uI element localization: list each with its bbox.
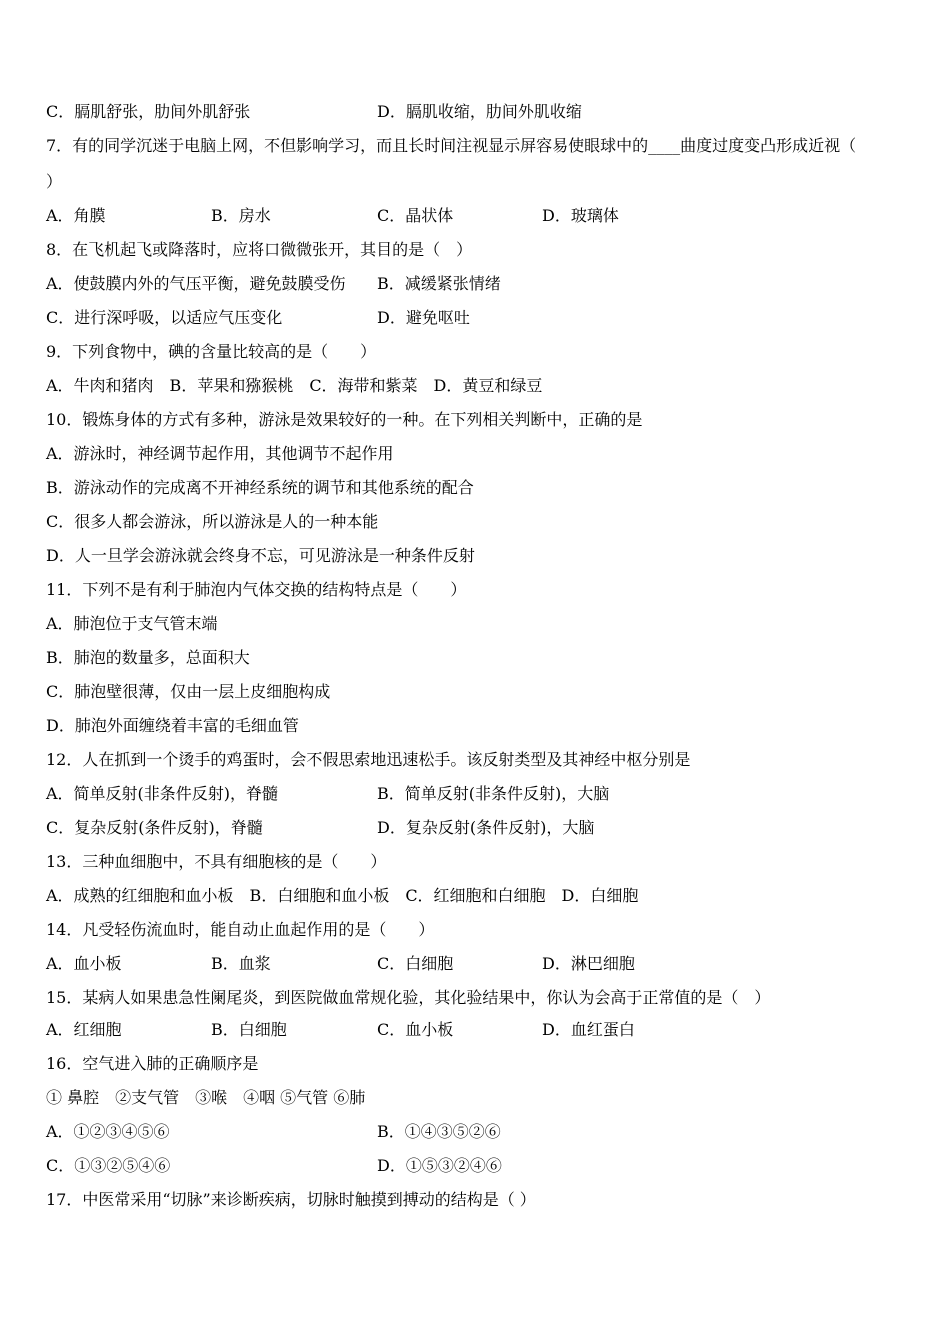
text-line: B．游泳动作的完成离不开神经系统的调节和其他系统的配合	[46, 478, 474, 497]
option-text: C．进行深呼吸，以适应气压变化	[46, 308, 283, 327]
option-text: B．减缓紧张情绪	[377, 274, 501, 293]
option-text: C．晶状体	[377, 206, 454, 225]
option-row	[46, 952, 910, 976]
option-row	[46, 1120, 910, 1144]
text-line: 7．有的同学沉迷于电脑上网，不但影响学习，而且长时间注视显示屏容易使眼球中的____曲度过度变凸形成近视（	[46, 136, 857, 155]
text-line: 17．中医常采用“切脉”来诊断疾病，切脉时触摸到搏动的结构是（ ）	[46, 1190, 536, 1209]
text-line: B．肺泡的数量多，总面积大	[46, 648, 250, 667]
option-text: C．复杂反射(条件反射)，脊髓	[46, 818, 263, 837]
text-line: A．成熟的红细胞和血小板 B．白细胞和血小板 C．红细胞和白细胞 D．白细胞	[46, 886, 639, 905]
text-line: D．人一旦学会游泳就会终身不忘，可见游泳是一种条件反射	[46, 546, 475, 565]
option-text: B．血浆	[211, 954, 271, 973]
option-row	[46, 204, 910, 228]
option-text: D．复杂反射(条件反射)，大脑	[377, 818, 595, 837]
option-text: D．玻璃体	[542, 206, 619, 225]
text-line: ① 鼻腔 ②支气管 ③喉 ④咽 ⑤气管 ⑥肺	[46, 1088, 366, 1107]
text-line: 12．人在抓到一个烫手的鸡蛋时，会不假思索地迅速松手。该反射类型及其神经中枢分别是	[46, 750, 691, 769]
option-row	[46, 100, 910, 124]
text-line: 8．在飞机起飞或降落时，应将口微微张开，其目的是（ ）	[46, 240, 473, 259]
text-line: D．肺泡外面缠绕着丰富的毛细血管	[46, 716, 299, 735]
text-line: C．很多人都会游泳，所以游泳是人的一种本能	[46, 512, 379, 531]
option-text: D．血红蛋白	[542, 1020, 635, 1039]
option-row	[46, 816, 910, 840]
option-text: A．角膜	[46, 206, 106, 225]
text-line: 15．某病人如果患急性阑尾炎，到医院做血常规化验，其化验结果中，你认为会高于正常值的是（ ）	[46, 988, 771, 1007]
option-text: B．简单反射(非条件反射)，大脑	[377, 784, 610, 803]
option-row	[46, 272, 910, 296]
text-line: A．牛肉和猪肉 B．苹果和猕猴桃 C．海带和紫菜 D．黄豆和绿豆	[46, 376, 543, 395]
option-row	[46, 306, 910, 330]
option-text: C．①③②⑤④⑥	[46, 1156, 171, 1175]
text-line: 11．下列不是有利于肺泡内气体交换的结构特点是（ ）	[46, 580, 467, 599]
text-line: 9．下列食物中，碘的含量比较高的是（ ）	[46, 342, 377, 361]
text-line: C．肺泡壁很薄，仅由一层上皮细胞构成	[46, 682, 331, 701]
option-text: D．膈肌收缩，肋间外肌收缩	[377, 102, 582, 121]
option-text: A．简单反射(非条件反射)，脊髓	[46, 784, 279, 803]
option-text: C．血小板	[377, 1020, 454, 1039]
option-row	[46, 782, 910, 806]
option-text: A．使鼓膜内外的气压平衡，避免鼓膜受伤	[46, 274, 346, 293]
option-text: B．①④③⑤②⑥	[377, 1122, 501, 1141]
option-text: A．血小板	[46, 954, 122, 973]
option-text: D．淋巴细胞	[542, 954, 635, 973]
text-line: A．肺泡位于支气管末端	[46, 614, 218, 633]
text-line: 13．三种血细胞中，不具有细胞核的是（ ）	[46, 852, 387, 871]
option-text: B．房水	[211, 206, 271, 225]
text-line: 16．空气进入肺的正确顺序是	[46, 1054, 259, 1073]
option-text: A．①②③④⑤⑥	[46, 1122, 170, 1141]
option-text: A．红细胞	[46, 1020, 122, 1039]
text-line: A．游泳时，神经调节起作用，其他调节不起作用	[46, 444, 394, 463]
text-line: 14．凡受轻伤流血时，能自动止血起作用的是（ ）	[46, 920, 435, 939]
option-row	[46, 1154, 910, 1178]
text-line: ）	[46, 172, 63, 191]
option-text: D．避免呕吐	[377, 308, 470, 327]
option-text: B．白细胞	[211, 1020, 287, 1039]
option-text: D．①⑤③②④⑥	[377, 1156, 502, 1175]
option-text: C．膈肌舒张，肋间外肌舒张	[46, 102, 251, 121]
text-line: 10．锻炼身体的方式有多种，游泳是效果较好的一种。在下列相关判断中，正确的是	[46, 410, 643, 429]
option-text: C．白细胞	[377, 954, 454, 973]
option-row	[46, 1018, 910, 1042]
